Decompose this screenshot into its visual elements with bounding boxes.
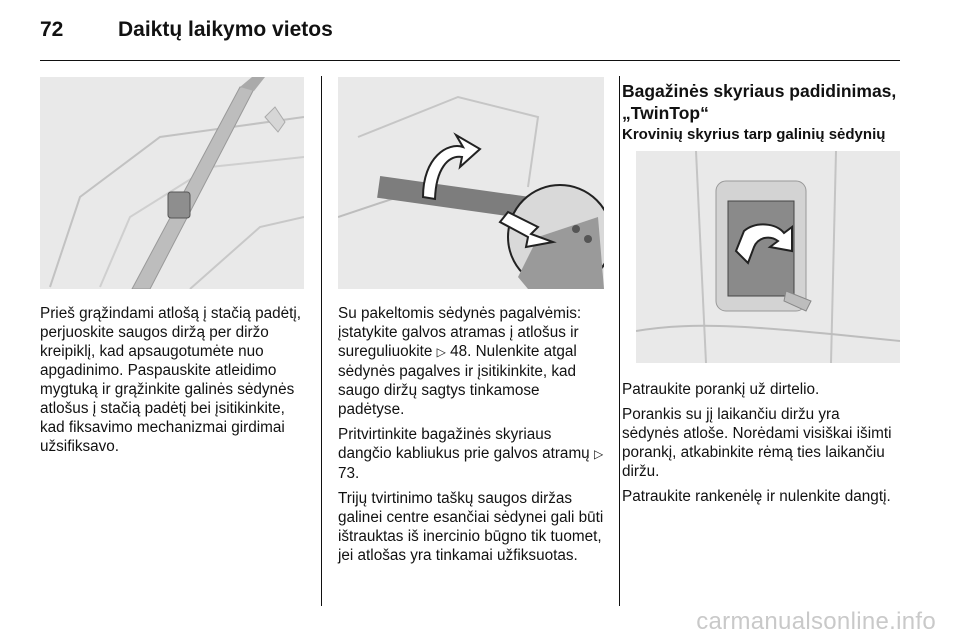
armrest-illustration [636, 151, 900, 363]
paragraph [338, 304, 608, 419]
paragraph: Porankis su jį laikančiu diržu yra sėdynės atloše. Norėdami visiškai išimti porankį, atkabinkite rėmą ties laikančiu diržu. [622, 406, 892, 480]
header-rule [40, 60, 900, 61]
paragraph: Patraukite porankį už dirtelio. [622, 381, 820, 398]
cross-reference[interactable]: 73 [338, 465, 356, 482]
paragraph-text: Pritvirtinkite bagažinės skyriaus dangčio kabliukus prie galvos atramų [338, 426, 590, 462]
seat-belt-illustration [40, 77, 304, 289]
paragraph: Trijų tvirtinimo taškų saugos diržas galinei centre esančiai sėdynei gali būti ištrauktas iš inercinio būgno tik tuomet, jei atlošas yra tinkamai užfiksuotas. [338, 490, 604, 564]
paragraph: Prieš grąžindami atlošą į stačią padėtį, perjuoskite saugos diržą per diržo kreipiklį, kad apsaugotumėte nuo apgadinimo. Paspauskite atleidimo mygtuką ir grąžinkite galinės sėdynės atlošus į stačią padėtį bei įsitikinkite, kad fiksavimo mechanizmai girdimai užsifiksavo. [40, 305, 302, 455]
section-title: Bagažinės skyriaus padidinimas, „TwinTop“ [622, 81, 897, 123]
watermark: carmanualsonline.info [696, 608, 936, 635]
page-number: 72 [40, 18, 64, 41]
column-divider [321, 76, 322, 606]
arrow-reference-icon: ▷ [593, 447, 604, 461]
middle-column-text [338, 304, 608, 571]
subsection-title: Krovinių skyrius tarp galinių sėdynių [622, 126, 886, 143]
page-title: Daiktų laikymo vietos [118, 18, 333, 41]
paragraph: Patraukite rankenėlę ir nulenkite dangtį. [622, 488, 891, 505]
right-column-text [622, 380, 900, 512]
column-divider [619, 76, 620, 606]
paragraph-text: . Nulenkite atgal sėdynės pagalves ir įsitikinkite, kad saugo diržų sagtys tinkamose padėtyse. [338, 343, 577, 418]
paragraph [338, 425, 608, 483]
cross-reference[interactable]: 48 [450, 343, 468, 360]
paragraph-text: Su pakeltomis sėdynės pagalvėmis: įstatykite galvos atramas į atlošus ir sureguliuokite [338, 305, 582, 360]
left-column-text [40, 304, 308, 462]
arrow-reference-icon: ▷ [436, 345, 446, 359]
paragraph-text: . [355, 465, 360, 482]
cargo-cover-hook-illustration [338, 77, 604, 289]
